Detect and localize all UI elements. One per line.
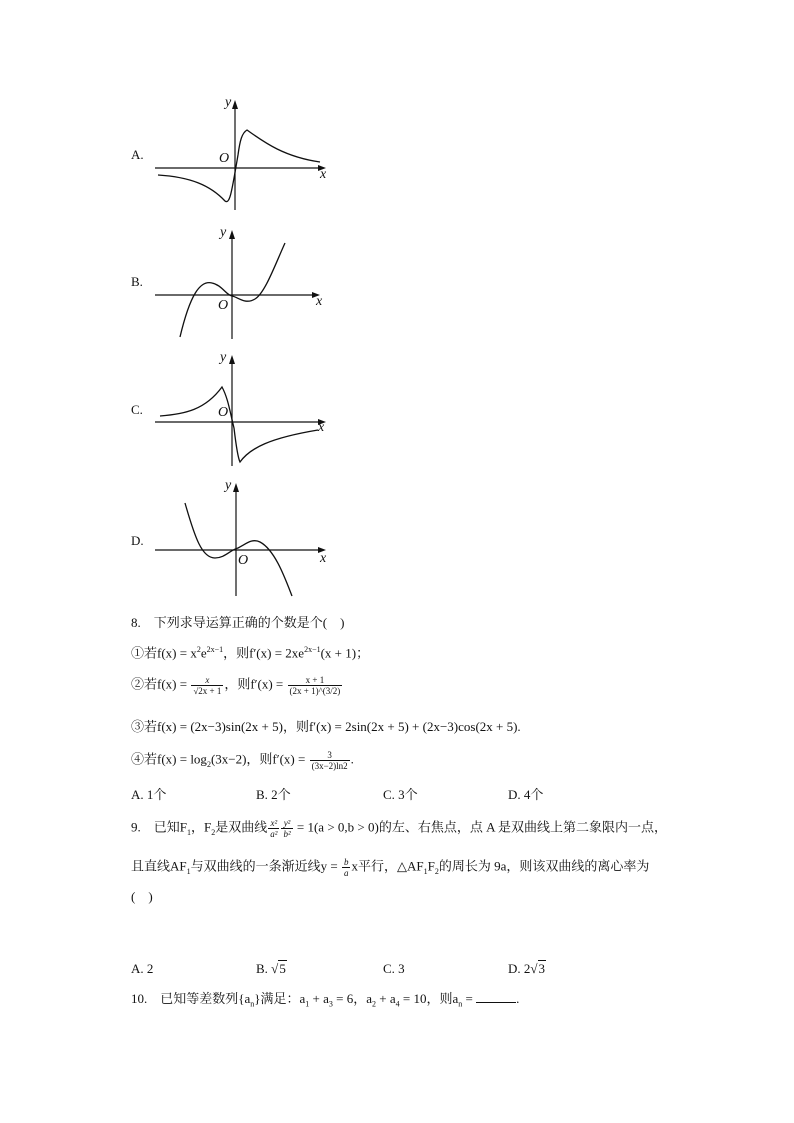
- graph-d-y-label: y: [225, 478, 232, 493]
- graph-b: [150, 225, 340, 345]
- q9-line-1: 9. 已知$F_1$，$F_2$是双曲线 $\frac{\text{x²}}{\text{a²}}$ $\frac{\text{y²}}{\text{b²}}$ = 1(a > 0,b > 0)的左、右焦点，点 A 是双曲线上第二象限内一点，: [131, 818, 667, 839]
- q8-item-2: ②若f(x) = $\frac{x}{√2x + 1}$ ，则f′(x) = $\frac{x + 1}{(2x + 1)\^{}(3/2)}$: [131, 675, 341, 696]
- graph-c-x-label: x: [318, 420, 325, 435]
- q8-item-3: ③若f(x) = (2x−3)sin(2x + 5)，则f′(x) = 2sin(2x + 5) + (2x−3)cos(2x + 5).: [131, 719, 521, 734]
- graph-d-origin-label: O: [238, 553, 249, 568]
- graph-c: [150, 350, 340, 470]
- q9-fraction-slope: $\frac{b}{a}$: [343, 857, 349, 878]
- q9-choice-b: B. √5: [256, 961, 286, 976]
- q8-choice-b: B. 2个: [256, 787, 291, 802]
- q8-item-2-fraction-1: $\frac{x}{√2x + 1}$: [193, 675, 222, 696]
- graph-a-y-label: y: [225, 95, 232, 110]
- option-d-label: D.: [131, 533, 144, 548]
- q9-line-2: 且直线$AF_1$与双曲线的一条渐近线y = $\frac{b}{a}$ x平行，$\triangle AF_1F_2$的周长为 9a，则该双曲线的离心率为: [131, 857, 650, 878]
- q8-item-2-fraction-2: $\frac{x + 1}{(2x + 1)\^{}(3/2)}$: [289, 675, 341, 696]
- q10-line: 10. 已知等差数列$\{a_n\}$满足：$a_1 + a_3 = 6$，$a_2 + a_4 = 10$，则$a_n$ = .: [131, 991, 520, 1009]
- q8-item-4-fraction: $\frac{3}{(3x-2)\ln 2}$: [311, 750, 348, 771]
- q9-fraction-x: $\frac{\text{x²}}{\text{a²}}$: [270, 818, 278, 839]
- q9-choice-c: C. 3: [383, 961, 405, 976]
- graph-a-origin-label: O: [219, 151, 230, 166]
- option-a-label: A.: [131, 147, 144, 162]
- q8-choice-c: C. 3个: [383, 787, 418, 802]
- q9-line-3: ( ): [131, 889, 153, 904]
- graph-b-origin-label: O: [218, 298, 229, 313]
- option-b-label: B.: [131, 274, 143, 289]
- option-c-label: C.: [131, 402, 143, 417]
- q9-fraction-y: $\frac{\text{y²}}{\text{b²}}$: [283, 818, 291, 839]
- graph-b-x-label: x: [316, 294, 323, 309]
- q8-item-4: ④若$f(x) = \log_2(3x-2)$，则f′(x) = $\frac{3}{(3x-2)\ln 2}$ .: [131, 750, 354, 771]
- graph-a-x-label: x: [320, 167, 327, 182]
- graph-c-origin-label: O: [218, 405, 229, 420]
- q8-choice-d: D. 4个: [508, 787, 544, 802]
- q10-answer-blank[interactable]: [476, 990, 516, 1003]
- q8-choice-a: A. 1个: [131, 787, 167, 802]
- q8-item-1: ①若$f(x) = x^2e^{2x-1}$，则$f'(x) = 2xe^{2x-1}(x + 1)$；: [131, 645, 370, 661]
- q9-choice-d: D. 2√3: [508, 961, 546, 976]
- q8-stem: 8. 下列求导运算正确的个数是个( ): [131, 615, 345, 630]
- graph-d: [150, 478, 340, 603]
- q9-choice-a: A. 2: [131, 961, 154, 976]
- graph-a: [150, 95, 340, 215]
- graph-b-y-label: y: [220, 225, 227, 240]
- graph-d-x-label: x: [320, 551, 327, 566]
- graph-c-y-label: y: [220, 350, 227, 365]
